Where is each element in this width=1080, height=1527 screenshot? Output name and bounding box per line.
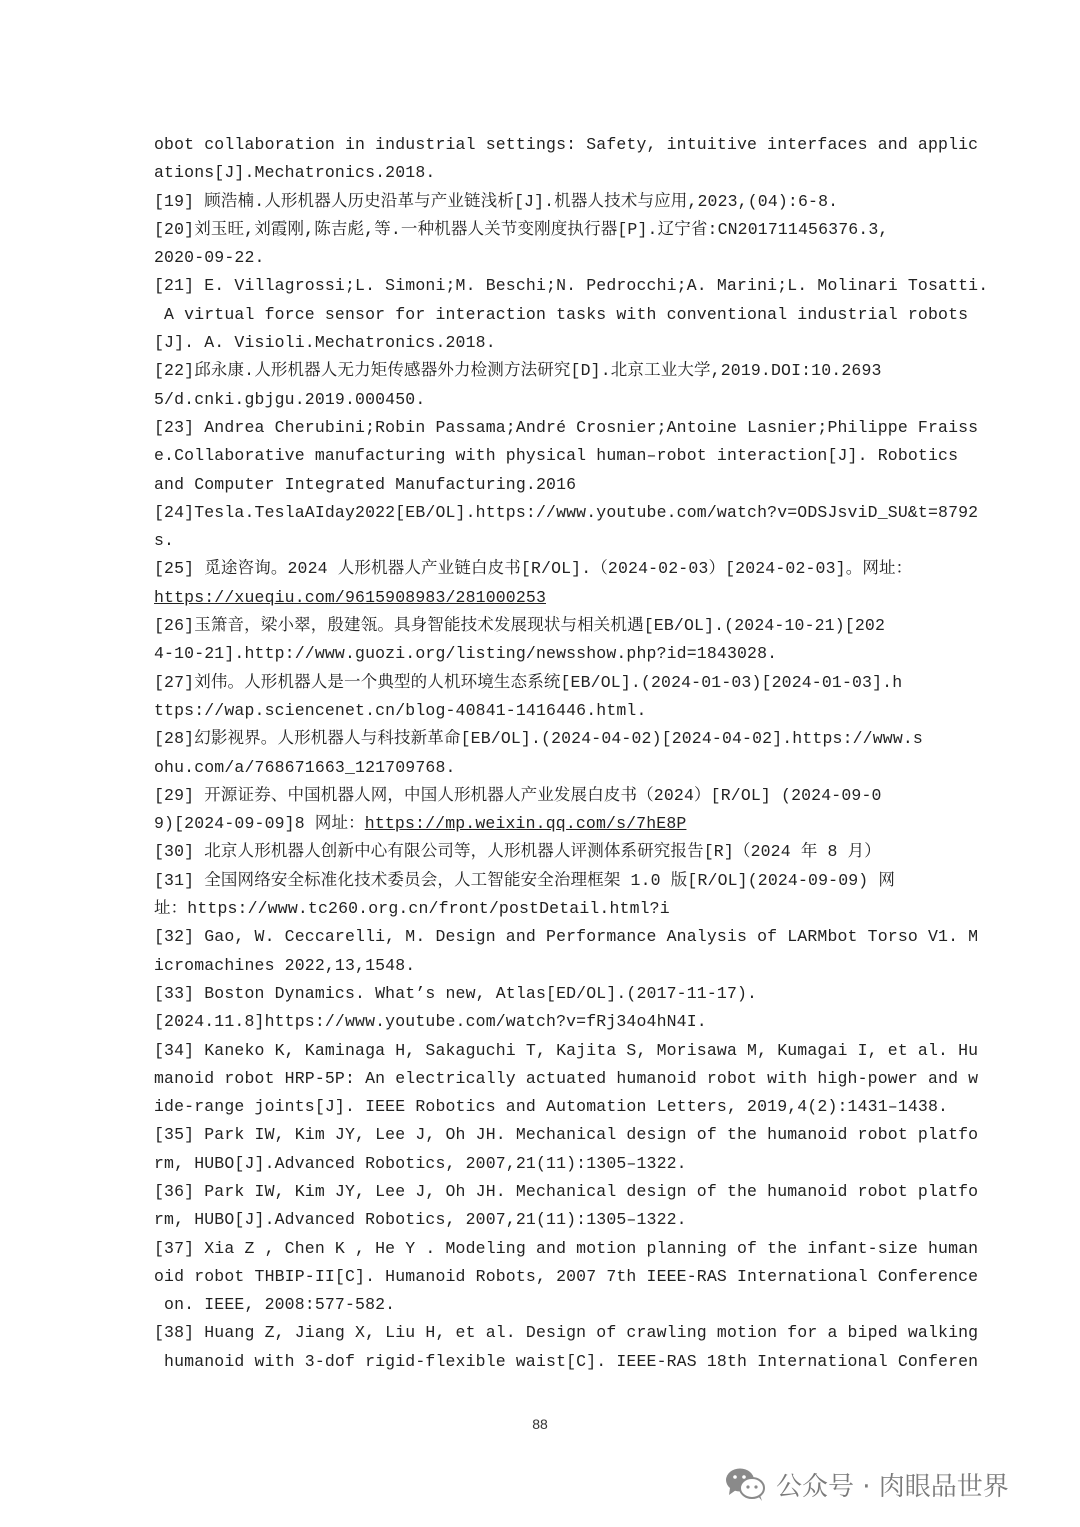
reference-line	[154, 1263, 979, 1291]
reference-line	[154, 754, 938, 782]
reference-text: [20]刘玉旺,刘霞刚,陈吉彪,等.一种机器人关节变刚度执行器[P].辽宁省:CN201711456376.3,	[154, 219, 889, 239]
reference-text: 2020-09-22.	[154, 248, 265, 268]
reference-text: obot collaboration in industrial settings: Safety, intuitive interfaces and applic	[154, 135, 979, 154]
reference-text: ations[J].Mechatronics.2018.	[154, 163, 436, 183]
reference-line	[154, 329, 938, 357]
reference-line	[154, 697, 938, 725]
reference-text: [35] Park IW, Kim JY, Lee J, Oh JH. Mechanical design of the humanoid robot platfo	[154, 1125, 979, 1145]
reference-text: [24]Tesla.TeslaAIday2022[EB/OL].https://www.youtube.com/watch?v=ODSJsviD_SU&t=8792	[154, 502, 979, 522]
reference-line	[154, 159, 938, 187]
reference-text: [23] Andrea Cherubini;Robin Passama;André Crosnier;Antoine Lasnier;Philippe Fraiss	[154, 417, 979, 437]
reference-text: [33] Boston Dynamics. What’s new, Atlas[ED/OL].(2017-11-17).	[154, 983, 758, 1003]
reference-text: 址：https://www.tc260.org.cn/front/postDetail.html?i	[154, 899, 670, 919]
reference-text: [29] 开源证券、中国机器人网，中国人形机器人产业发展白皮书（2024）[R/OL] (2024-09-0	[154, 785, 882, 805]
reference-link[interactable]: https://mp.weixin.qq.com/s/7hE8P	[364, 814, 687, 834]
wechat-icon	[724, 1466, 766, 1502]
reference-text: humanoid with 3-dof rigid-flexible waist[C]. IEEE-RAS 18th International Conferen	[154, 1351, 979, 1371]
reference-list	[154, 131, 989, 1376]
reference-text: icromachines 2022,13,1548.	[154, 955, 416, 975]
reference-line	[154, 669, 938, 697]
reference-line	[154, 442, 959, 470]
reference-text: ohu.com/a/768671663_121709768.	[154, 757, 456, 777]
reference-line	[154, 1348, 979, 1376]
reference-line	[154, 640, 938, 668]
reference-text: 4-10-21].http://www.guozi.org/listing/newsshow.php?id=1843028.	[154, 644, 778, 664]
reference-line	[154, 414, 979, 442]
reference-link[interactable]: https://xueqiu.com/9615908983/281000253	[154, 587, 547, 607]
watermark-text: 公众号 · 肉眼品世界	[776, 1471, 1009, 1502]
reference-text: [32] Gao, W. Ceccarelli, M. Design and Performance Analysis of LARMbot Torso V1. M	[154, 927, 979, 947]
reference-text: oid robot THBIP-II[C]. Humanoid Robots, 2007 7th IEEE-RAS International Conference	[154, 1266, 979, 1286]
reference-line	[154, 1037, 979, 1065]
reference-text: [30] 北京人形机器人创新中心有限公司等，人形机器人评测体系研究报告[R]（2024 年 8 月）	[154, 842, 881, 862]
reference-line	[154, 386, 938, 414]
reference-line	[154, 612, 938, 640]
reference-text: [25] 觅途咨询。2024 人形机器人产业链白皮书[R/OL].（2024-02-03）[2024-02-03]。网址：	[154, 559, 913, 579]
reference-line	[154, 1093, 949, 1121]
reference-text: and Computer Integrated Manufacturing.2016	[154, 474, 577, 494]
reference-text: manoid robot HRP-5P: An electrically actuated humanoid robot with high-power and w	[154, 1068, 979, 1088]
reference-text: rm, HUBO[J].Advanced Robotics, 2007,21(11):1305–1322.	[154, 1210, 687, 1230]
reference-line	[154, 527, 938, 555]
reference-text: [J]. A. Visioli.Mechatronics.2018.	[154, 333, 496, 353]
reference-line	[154, 1319, 979, 1347]
reference-text: [19] 顾浩楠.人形机器人历史沿革与产业链浅析[J].机器人技术与应用,2023,(04):6-8.	[154, 191, 839, 211]
reference-text: [36] Park IW, Kim JY, Lee J, Oh JH. Mechanical design of the humanoid robot platfo	[154, 1181, 979, 1201]
reference-line	[154, 782, 938, 810]
reference-line	[154, 1235, 979, 1263]
reference-text: rm, HUBO[J].Advanced Robotics, 2007,21(11):1305–1322.	[154, 1153, 687, 1173]
reference-line	[154, 838, 938, 866]
reference-line	[154, 867, 938, 895]
reference-line	[154, 1178, 979, 1206]
reference-line	[154, 357, 938, 385]
reference-text: [22]邱永康.人形机器人无力矩传感器外力检测方法研究[D].北京工业大学,2019.DOI:10.2693	[154, 361, 882, 381]
reference-line	[154, 895, 938, 923]
reference-text: ide-range joints[J]. IEEE Robotics and Automation Letters, 2019,4(2):1431–1438.	[154, 1097, 949, 1117]
watermark	[724, 1462, 1009, 1506]
reference-text: [21] E. Villagrossi;L. Simoni;M. Beschi;N. Pedrocchi;A. Marini;L. Molinari Tosatti.	[154, 276, 989, 296]
reference-line	[154, 216, 938, 244]
reference-line	[154, 1065, 979, 1093]
reference-text: s.	[154, 531, 175, 551]
reference-line	[154, 244, 938, 272]
page-number: 88	[532, 1416, 548, 1432]
reference-line	[154, 471, 938, 499]
reference-text: A virtual force sensor for interaction tasks with conventional industrial robots	[154, 304, 969, 324]
reference-line	[154, 952, 938, 980]
reference-line	[154, 188, 938, 216]
reference-text: 5/d.cnki.gbjgu.2019.000450.	[154, 389, 426, 409]
reference-line	[154, 1150, 938, 1178]
reference-text: [26]玉箫音，梁小翠，殷建瓴。具身智能技术发展现状与相关机遇[EB/OL].(2024-10-21)[202	[154, 616, 885, 636]
reference-text: [38] Huang Z, Jiang X, Liu H, et al. Design of crawling motion for a biped walking	[154, 1323, 979, 1343]
reference-text: ttps://wap.sciencenet.cn/blog-40841-1416446.html.	[154, 700, 647, 720]
reference-text: e.Collaborative manufacturing with physical human–robot interaction[J]. Robotics	[154, 446, 959, 466]
reference-line	[154, 1008, 938, 1036]
reference-text: 9)[2024-09-09]8 网址：	[154, 814, 365, 834]
reference-text: [28]幻影视界。人形机器人与科技新革命[EB/OL].(2024-04-02)[2024-04-02].https://www.s	[154, 729, 923, 749]
reference-line	[154, 1291, 938, 1319]
reference-text: on. IEEE, 2008:577-582.	[154, 1295, 396, 1315]
reference-line	[154, 725, 938, 753]
reference-line	[154, 131, 979, 159]
reference-text: [31] 全国网络安全标准化技术委员会，人工智能安全治理框架 1.0 版[R/OL](2024-09-09) 网	[154, 870, 896, 890]
reference-text: [37] Xia Z , Chen K , He Y . Modeling and motion planning of the infant-size human	[154, 1238, 979, 1258]
reference-line	[154, 1206, 938, 1234]
reference-text: [34] Kaneko K, Kaminaga H, Sakaguchi T, Kajita S, Morisawa M, Kumagai I, et al. Hu	[154, 1040, 979, 1060]
reference-line	[154, 301, 969, 329]
reference-line	[154, 810, 938, 838]
reference-line	[154, 272, 989, 300]
reference-line	[154, 923, 979, 951]
reference-line	[154, 499, 979, 527]
reference-text: [27]刘伟。人形机器人是一个典型的人机环境生态系统[EB/OL].(2024-01-03)[2024-01-03].h	[154, 672, 903, 692]
reference-line	[154, 980, 938, 1008]
reference-line	[154, 555, 938, 583]
reference-text: [2024.11.8]https://www.youtube.com/watch?v=fRj34o4hN4I.	[154, 1012, 707, 1032]
reference-line	[154, 584, 938, 612]
reference-line	[154, 1121, 979, 1149]
